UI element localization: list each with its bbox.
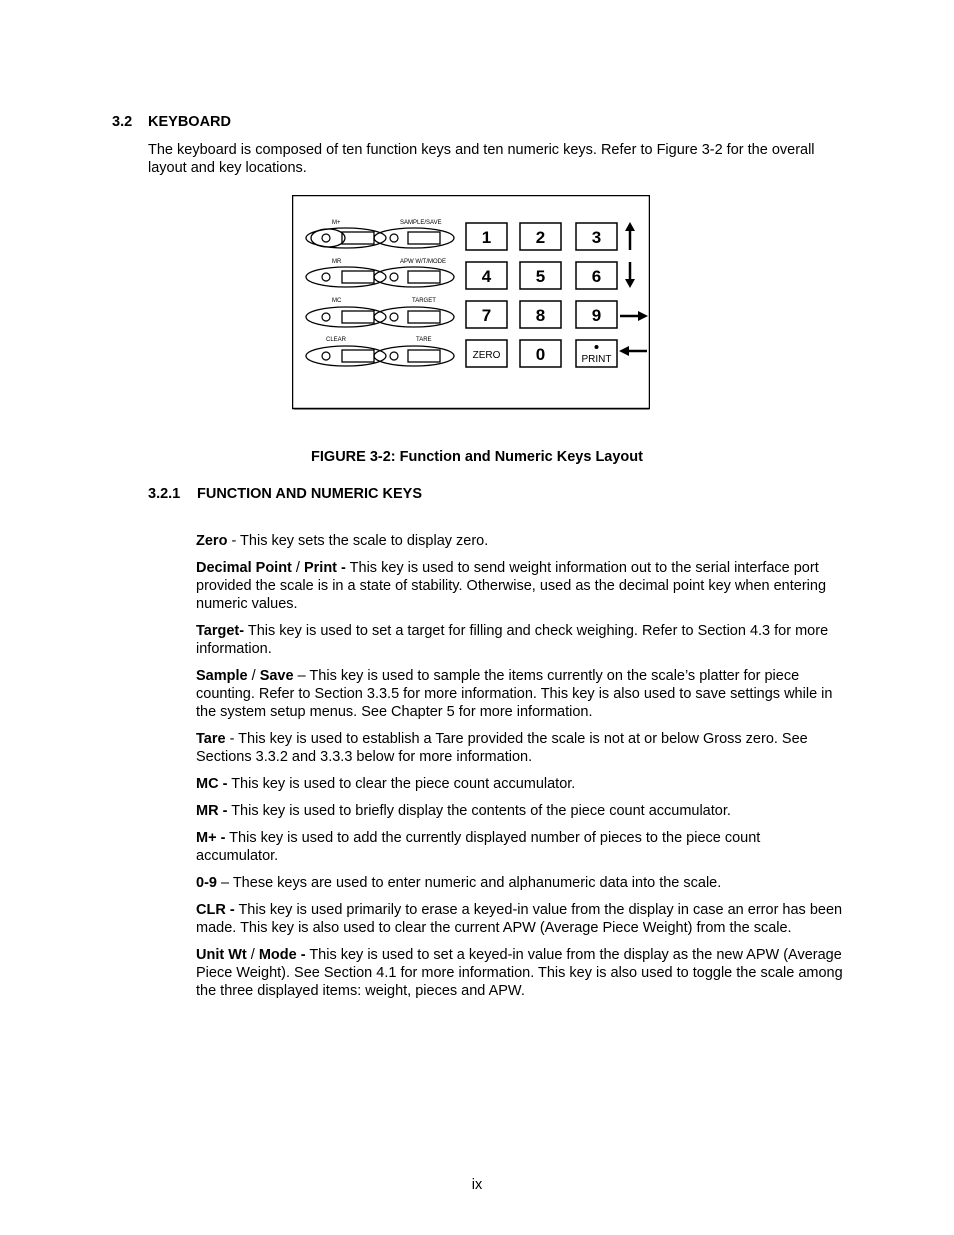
definition-decimal-print: Decimal Point / Print - This key is used to send weight information out to the serial interface port provided the scale is in a state of stability. Otherwise, used as the decimal point key when entering numeric values. <box>196 560 827 612</box>
definition-m-plus: M+ - This key is used to add the currently displayed number of pieces to the piece count accumulator. <box>196 830 761 864</box>
svg-text:9: 9 <box>591 306 602 325</box>
svg-text:6: 6 <box>591 267 602 286</box>
svg-text:4: 4 <box>481 267 492 286</box>
svg-text:8: 8 <box>535 306 546 325</box>
svg-text:1: 1 <box>481 228 492 247</box>
keyboard-figure <box>292 195 650 410</box>
svg-text:5: 5 <box>535 267 546 286</box>
intro-paragraph: The keyboard is composed of ten function keys and ten numeric keys. Refer to Figure 3-2 for the overall layout and key locations. <box>148 142 815 176</box>
function-key-label-right: APW W/T/MODE <box>400 259 446 265</box>
definition-target: Target- This key is used to set a target for filling and check weighing. Refer to Section 4.3 for more information. <box>196 623 829 657</box>
subsection-number: 3.2.1 <box>148 486 181 502</box>
function-key-label-left: MC <box>332 298 342 304</box>
svg-text:0: 0 <box>535 345 546 364</box>
svg-text:ZERO: ZERO <box>472 350 501 361</box>
definition-mr: MR - This key is used to briefly display the contents of the piece count accumulator. <box>196 803 731 819</box>
section-number: 3.2 <box>112 114 133 130</box>
definition-sample-save: Sample / Save – This key is used to sample the items currently on the scale’s platter for piece counting. Refer to Section 3.3.5 for more information. This key is also used to save settings while in the system setup menus. See Chapter 5 for more information. <box>196 668 833 720</box>
section-title: KEYBOARD <box>148 114 231 130</box>
function-key-label-left: M+ <box>332 220 341 226</box>
function-key-label-left: MR <box>332 259 342 265</box>
subsection-title: FUNCTION AND NUMERIC KEYS <box>197 486 423 502</box>
svg-text:PRINT: PRINT <box>581 354 612 365</box>
function-key-label-right: TARGET <box>412 298 436 304</box>
definition-digits: 0-9 – These keys are used to enter numeric and alphanumeric data into the scale. <box>196 875 722 891</box>
svg-text:2: 2 <box>535 228 546 247</box>
function-key-label-right: SAMPLE/SAVE <box>400 220 442 226</box>
definition-mc: MC - This key is used to clear the piece count accumulator. <box>196 776 576 792</box>
page-number: ix <box>471 1177 483 1193</box>
definition-clr: CLR - This key is used primarily to erase a keyed-in value from the display in case an error has been made. This key is also used to clear the current APW (Average Piece Weight) from the scale. <box>196 902 843 936</box>
definition-unit-wt-mode: Unit Wt / Mode - This key is used to set a keyed-in value from the display as the new APW (Average Piece Weight). See Section 4.1 for more information. This key is also used to toggle the scale among the three displayed items: weight, pieces and APW. <box>196 947 843 999</box>
function-key-label-left: CLEAR <box>326 337 347 343</box>
key-definitions <box>196 532 846 1009</box>
function-key-label-right: TARE <box>416 337 432 343</box>
svg-text:3: 3 <box>591 228 602 247</box>
definition-zero: Zero - This key sets the scale to display zero. <box>196 533 489 549</box>
definition-tare: Tare - This key is used to establish a Tare provided the scale is not at or below Gross zero. See Sections 3.3.2 and 3.3.3 below for more information. <box>196 731 808 765</box>
figure-caption: FIGURE 3-2: Function and Numeric Keys Layout <box>311 449 643 465</box>
svg-text:7: 7 <box>481 306 492 325</box>
